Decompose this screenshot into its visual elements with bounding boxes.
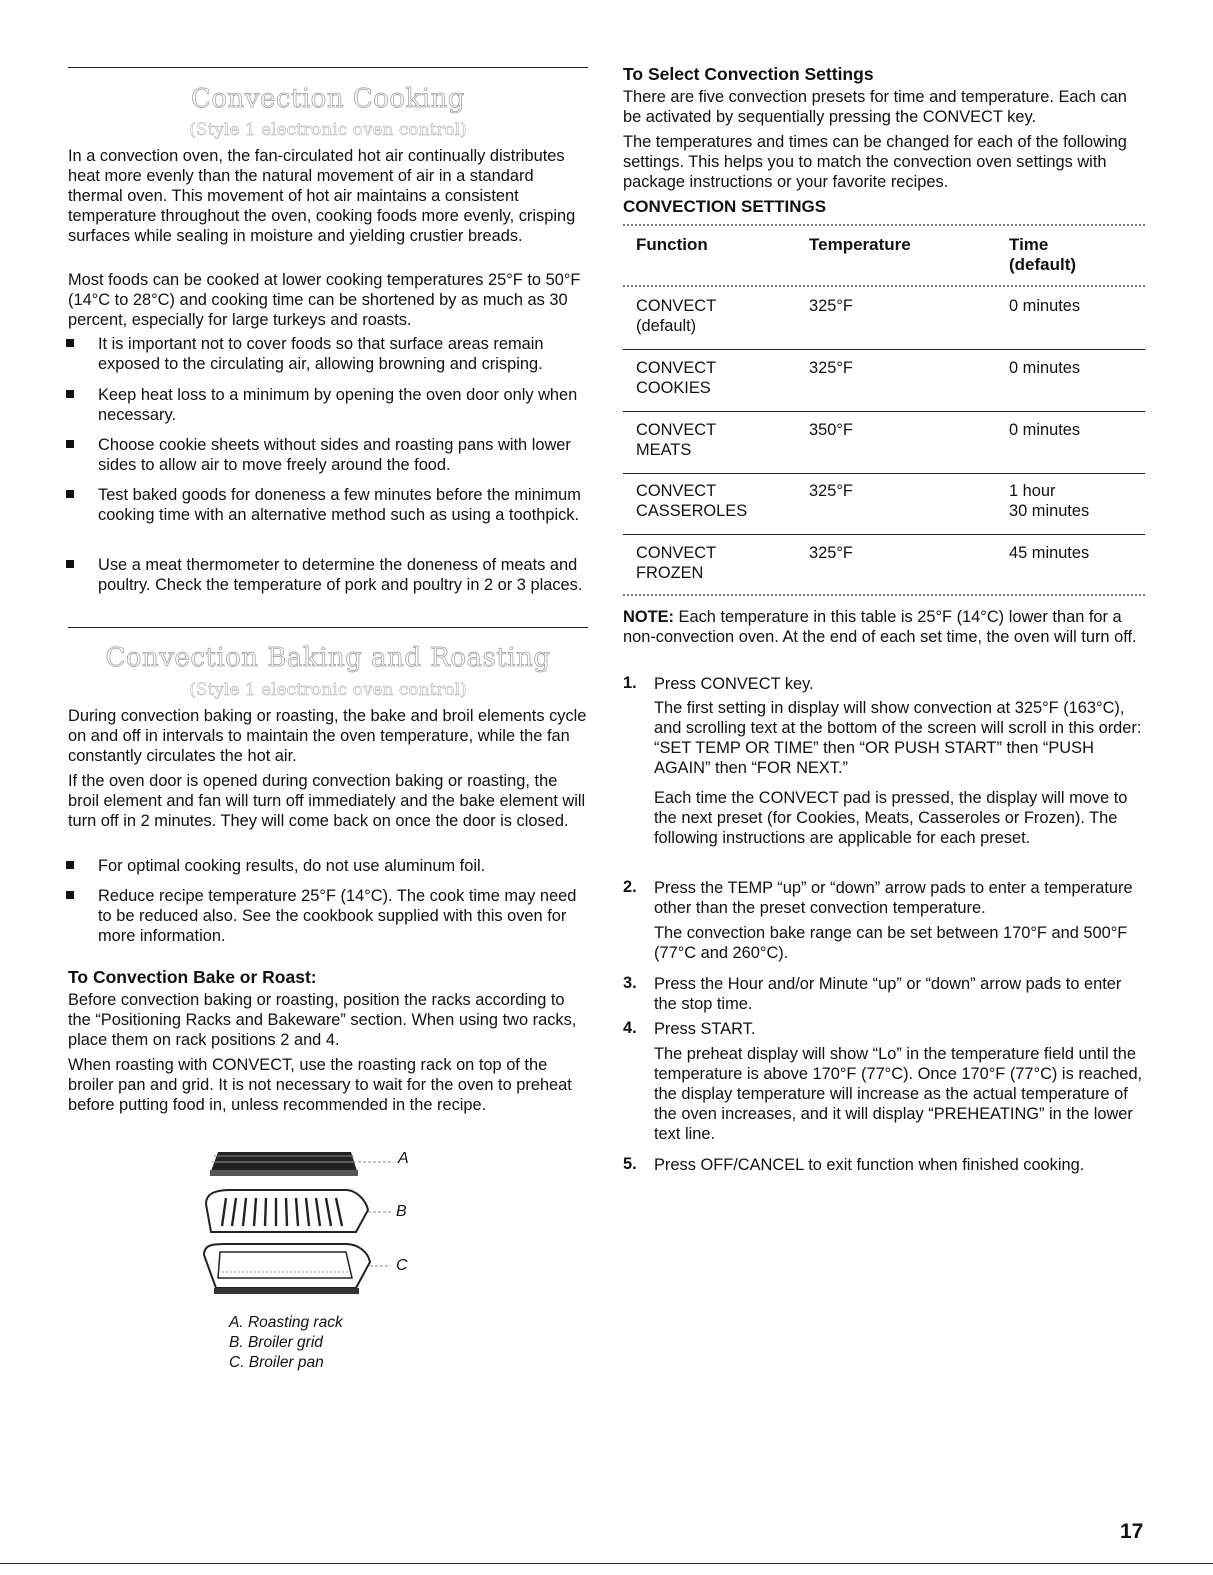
figure-label: B [396, 1203, 407, 1220]
list-item: For optimal cooking results, do not use aluminum foil. [68, 856, 588, 876]
page-number: 17 [1120, 1520, 1144, 1543]
subheading: To Convection Bake or Roast: [68, 967, 317, 987]
bullet-icon [66, 440, 74, 448]
note-text: Each temperature in this table is 25°F (14°C) lower than for a non-convection oven. At the end of each set time, the oven will turn off. [623, 608, 1137, 646]
bullet-icon [66, 390, 74, 398]
paragraph: When roasting with CONVECT, use the roasting rack on top of the broiler pan and grid. It is not necessary to wait for the oven to preheat before putting food in, unless recommended in the recipe. [68, 1056, 572, 1114]
paragraph: Before convection baking or roasting, position the racks according to the “Positioning Racks and Bakeware” section. When using two racks, place them on rack positions 2 and 4. [68, 991, 577, 1049]
table-title: CONVECTION SETTINGS [623, 197, 827, 216]
section-subtitle: (Style 1 electronic oven control) [189, 120, 467, 140]
table-rule [623, 224, 1145, 226]
roasting-rack-icon [210, 1152, 391, 1176]
paragraph: Most foods can be cooked at lower cooking temperatures 25°F to 50°F (14°C to 28°C) and cooking time can be shortened by as much as 30 percent, especially for large turkeys and roasts. [68, 271, 581, 329]
figure-caption: B. Broiler grid [229, 1334, 323, 1351]
section-subtitle: (Style 1 electronic oven control) [189, 680, 467, 700]
bullet-icon [66, 339, 74, 347]
page-bottom-rule [0, 1563, 1213, 1564]
section-rule [68, 627, 588, 628]
column-header: Function [636, 235, 708, 254]
bullet-icon [66, 891, 74, 899]
paragraph: If the oven door is opened during convection baking or roasting, the broil element and fan will turn off immediately and the bake element will turn off in 2 minutes. They will come back on once the door is closed. [68, 772, 586, 830]
bullet-icon [66, 490, 74, 498]
note [623, 607, 1145, 647]
list-item: Keep heat loss to a minimum by opening the oven door only when necessary. [68, 385, 588, 425]
paragraph: In a convection oven, the fan-circulated hot air continually distributes heat more evenly than the natural movement of air in a standard thermal oven. This movement of hot air maintains a consistent temperature throughout the oven, cooking foods more evenly, crisping surfaces while sealing in moisture and yielding crustier breads. [68, 147, 576, 245]
table-rule [623, 411, 1145, 412]
broiler-pan-icon [204, 1244, 391, 1294]
list-item: Reduce recipe temperature 25°F (14°C). The cook time may need to be reduced also. See the cookbook supplied with this oven for more information. [68, 886, 588, 946]
paragraph: During convection baking or roasting, the bake and broil elements cycle on and off in intervals to maintain the oven temperature, while the fan constantly circulates the hot air. [68, 707, 587, 765]
broiler-grid-icon [206, 1190, 391, 1232]
bullet-icon [66, 560, 74, 568]
list-item: Use a meat thermometer to determine the doneness of meats and poultry. Check the temperature of pork and poultry in 2 or 3 places. [68, 555, 588, 595]
table-rule [623, 534, 1145, 535]
column-header: (default) [1009, 255, 1077, 274]
figure-label: A [398, 1150, 409, 1167]
table-rule [623, 594, 1145, 596]
figure-caption: A. Roasting rack [229, 1314, 343, 1331]
figure-caption: C. Broiler pan [229, 1354, 324, 1371]
roasting-pan-illustration [196, 1140, 416, 1310]
column-header: Time [1009, 235, 1049, 254]
note-label: NOTE: [623, 608, 674, 626]
bullet-icon [66, 861, 74, 869]
section-rule [68, 67, 588, 68]
section-title: Convection Cooking [190, 84, 465, 114]
paragraph: There are five convection presets for time and temperature. Each can be activated by sequentially pressing the CONVECT key. [623, 88, 1127, 126]
section-title: Convection Baking and Roasting [105, 643, 551, 673]
subheading: To Select Convection Settings [623, 64, 874, 84]
list-item: Test baked goods for doneness a few minutes before the minimum cooking time with an alternative method such as using a toothpick. [68, 485, 588, 525]
table-rule [623, 473, 1145, 474]
table-rule [623, 349, 1145, 350]
column-header: Temperature [809, 235, 911, 254]
table-rule [623, 285, 1145, 287]
paragraph: The temperatures and times can be changed for each of the following settings. This helps you to match the convection oven settings with package instructions or your favorite recipes. [623, 133, 1127, 191]
figure-label: C [396, 1257, 408, 1274]
list-item: Choose cookie sheets without sides and roasting pans with lower sides to allow air to move freely around the food. [68, 435, 588, 475]
list-item: It is important not to cover foods so that surface areas remain exposed to the circulating air, allowing browning and crisping. [68, 334, 588, 374]
